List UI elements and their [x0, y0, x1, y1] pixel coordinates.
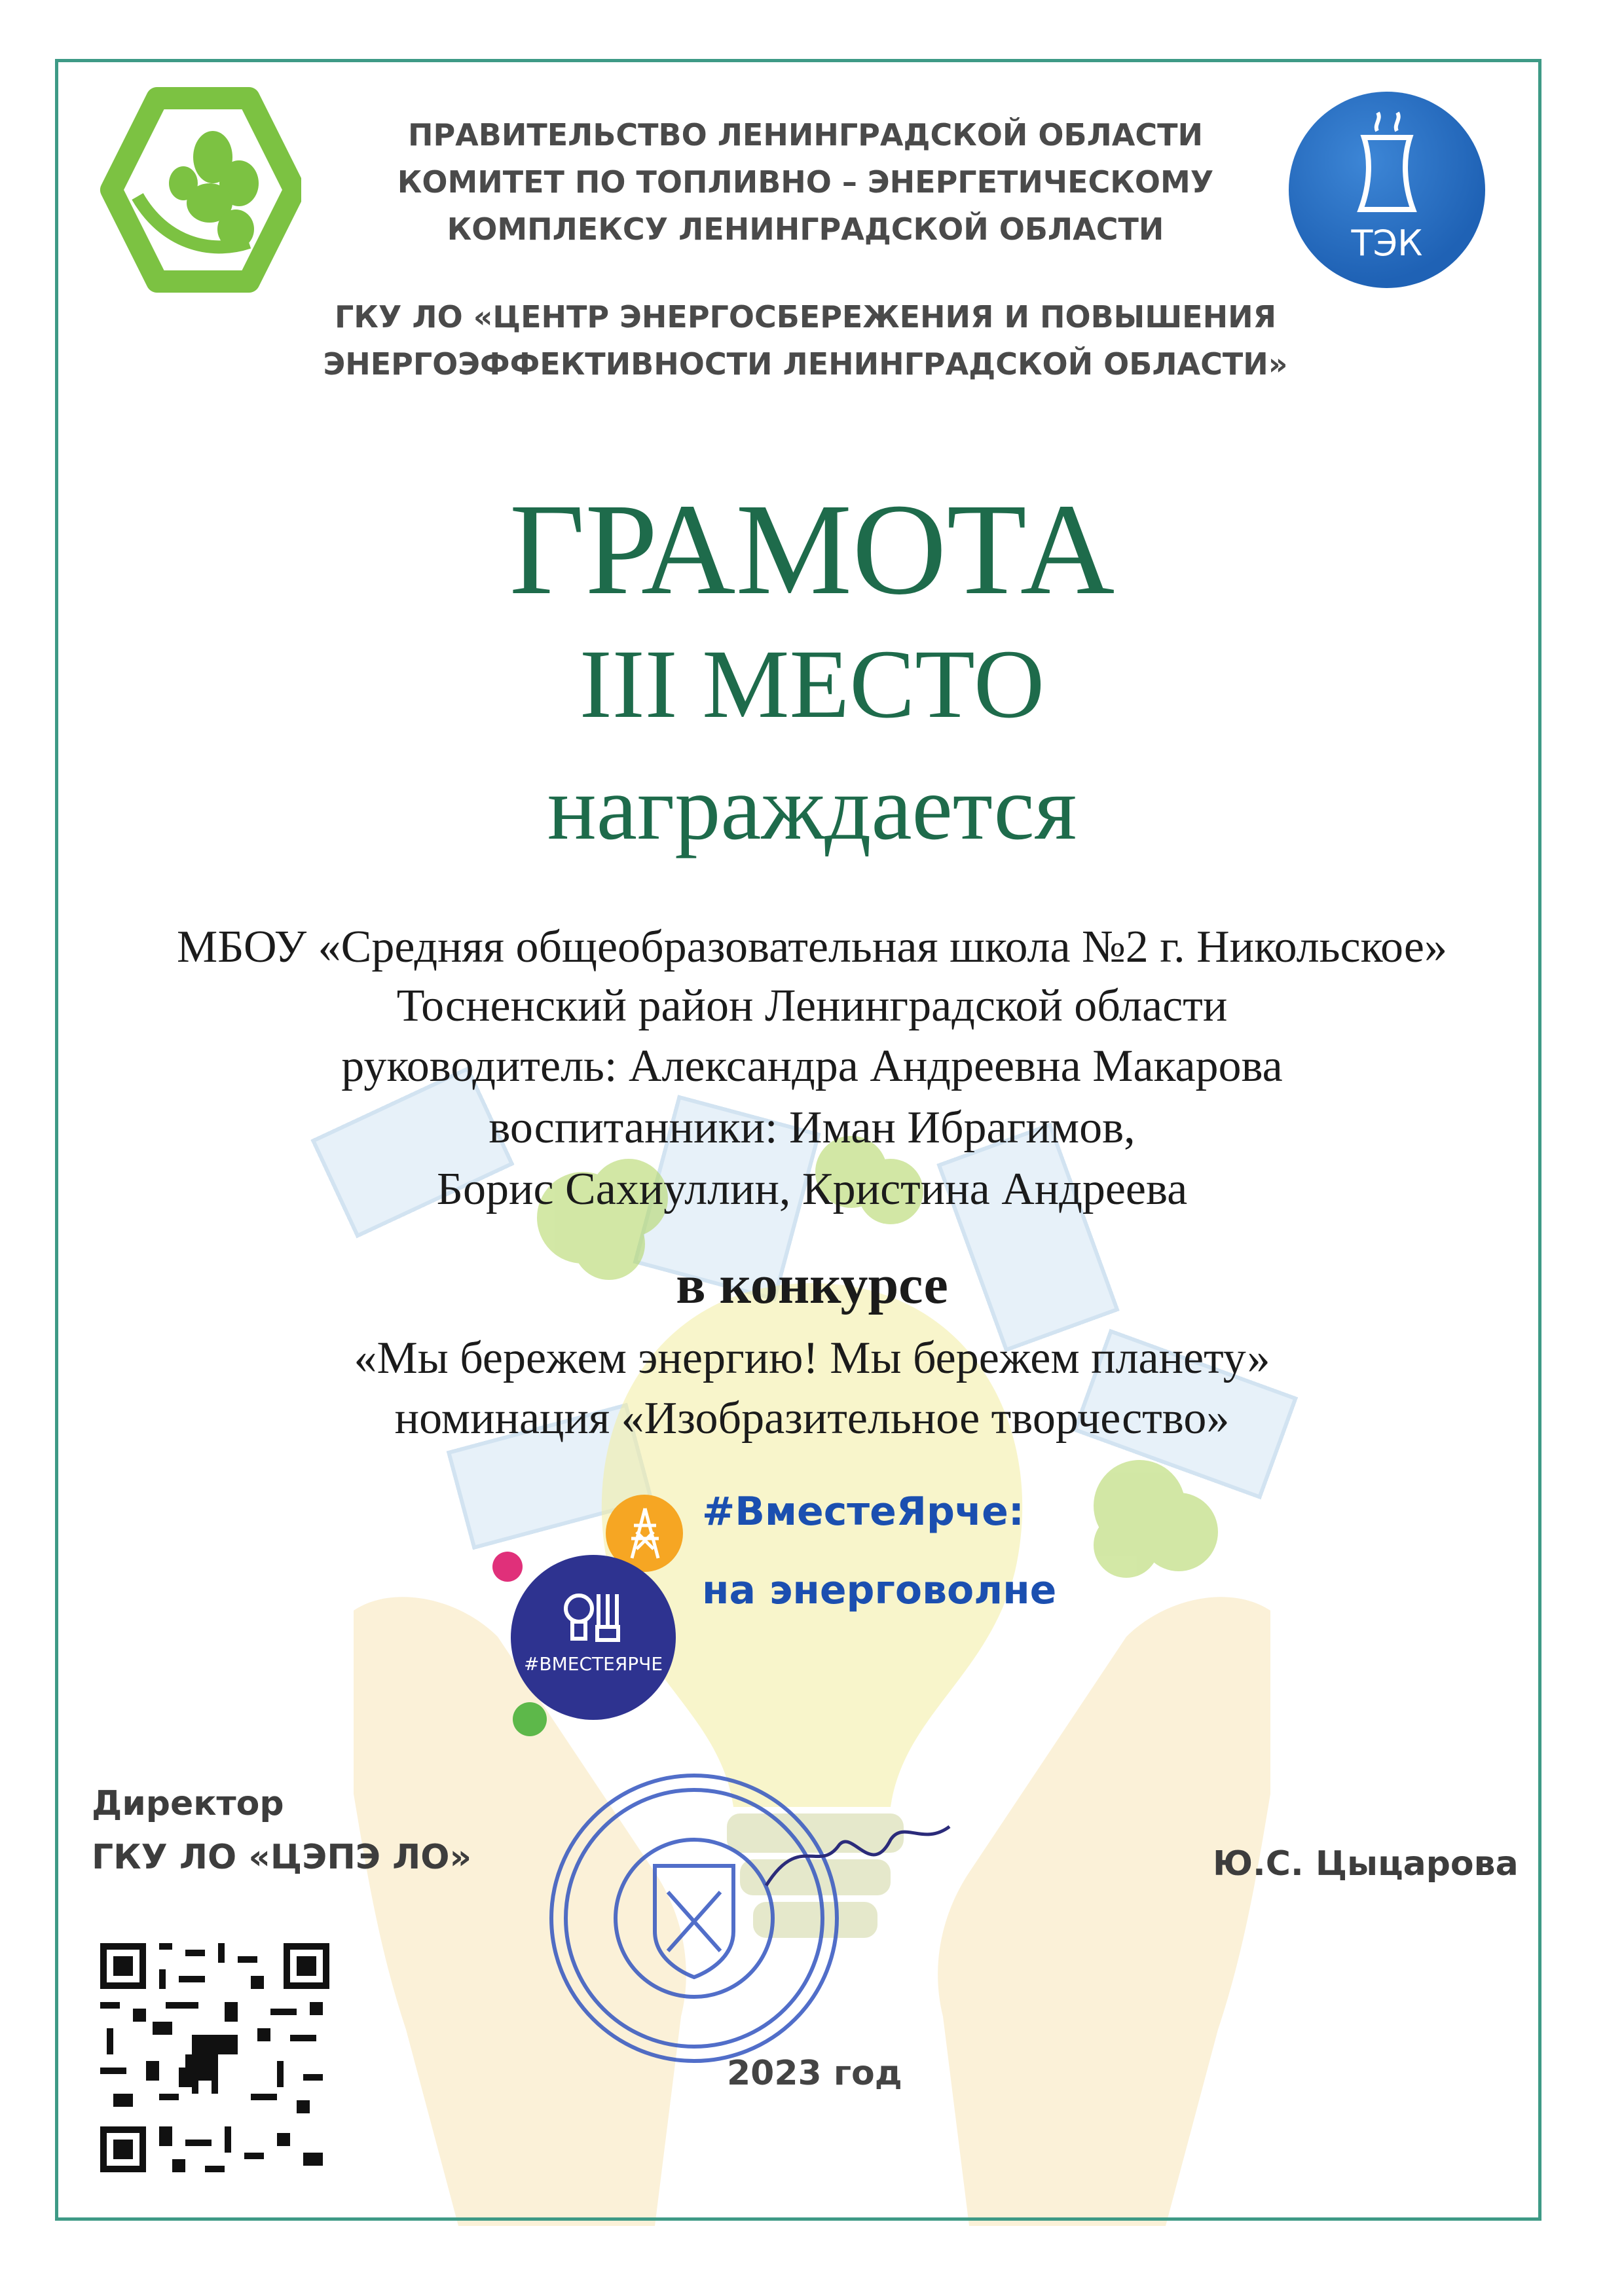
- header-line-1: ПРАВИТЕЛЬСТВО ЛЕНИНГРАДСКОЙ ОБЛАСТИ: [407, 117, 1204, 153]
- tek-logo-text: ТЭК: [1351, 223, 1423, 264]
- recipient-district: Тосненский район Ленинградской области: [396, 981, 1228, 1031]
- signatory-position-2: ГКУ ЛО «ЦЭПЭ ЛО»: [92, 1838, 472, 1877]
- wind-dot-icon: [513, 1702, 547, 1736]
- header-line-4: ГКУ ЛО «ЦЕНТР ЭНЕРГОСБЕРЕЖЕНИЯ И ПОВЫШЕНИЯ: [335, 299, 1276, 335]
- awarded-title: награждается: [547, 757, 1077, 859]
- place-title: III МЕСТО: [579, 630, 1045, 738]
- certificate-year: 2023 год: [727, 2054, 902, 2093]
- campaign-tag-line-2: на энерговолне: [702, 1567, 1057, 1613]
- campaign-badge-text: #ВМЕСТЕЯРЧЕ: [523, 1653, 663, 1675]
- campaign-tag-line-1: #ВместеЯрче:: [702, 1489, 1024, 1535]
- power-tower-icon: [622, 1506, 668, 1561]
- bulbs-icon: [561, 1588, 626, 1647]
- signatory-name: Ю.С. Цыцарова: [1213, 1844, 1519, 1884]
- recipient-supervisor: руководитель: Александра Андреевна Макарова: [341, 1041, 1283, 1091]
- pink-dot-icon: [492, 1552, 523, 1582]
- contest-intro: в конкурсе: [676, 1254, 948, 1315]
- leaf-logo-icon: [98, 85, 301, 295]
- contest-name: «Мы бережем энергию! Мы бережем планету»: [354, 1333, 1270, 1383]
- header-line-5: ЭНЕРГОЭФФЕКТИВНОСТИ ЛЕНИНГРАДСКОЙ ОБЛАСТИ»: [323, 346, 1288, 382]
- signature-scribble-icon: [760, 1807, 956, 1899]
- recipient-students-1: воспитанники: Иман Ибрагимов,: [489, 1102, 1135, 1153]
- tek-logo: [1289, 92, 1485, 288]
- recipient-school: МБОУ «Средняя общеобразовательная школа №2 г. Никольское»: [177, 922, 1447, 972]
- campaign-badge: [511, 1555, 676, 1720]
- header-line-2: КОМИТЕТ ПО ТОПЛИВНО – ЭНЕРГЕТИЧЕСКОМУ: [397, 164, 1214, 200]
- signatory-position-1: Директор: [92, 1784, 284, 1823]
- header-line-3: КОМПЛЕКСУ ЛЕНИНГРАДСКОЙ ОБЛАСТИ: [447, 211, 1164, 247]
- recipient-students-2: Борис Сахиуллин, Кристина Андреева: [436, 1164, 1188, 1214]
- qr-code[interactable]: [94, 1937, 336, 2179]
- certificate-title: ГРАМОТА: [509, 477, 1115, 622]
- contest-nomination: номинация «Изобразительное творчество»: [394, 1393, 1230, 1444]
- cooling-tower-icon: [1341, 111, 1433, 216]
